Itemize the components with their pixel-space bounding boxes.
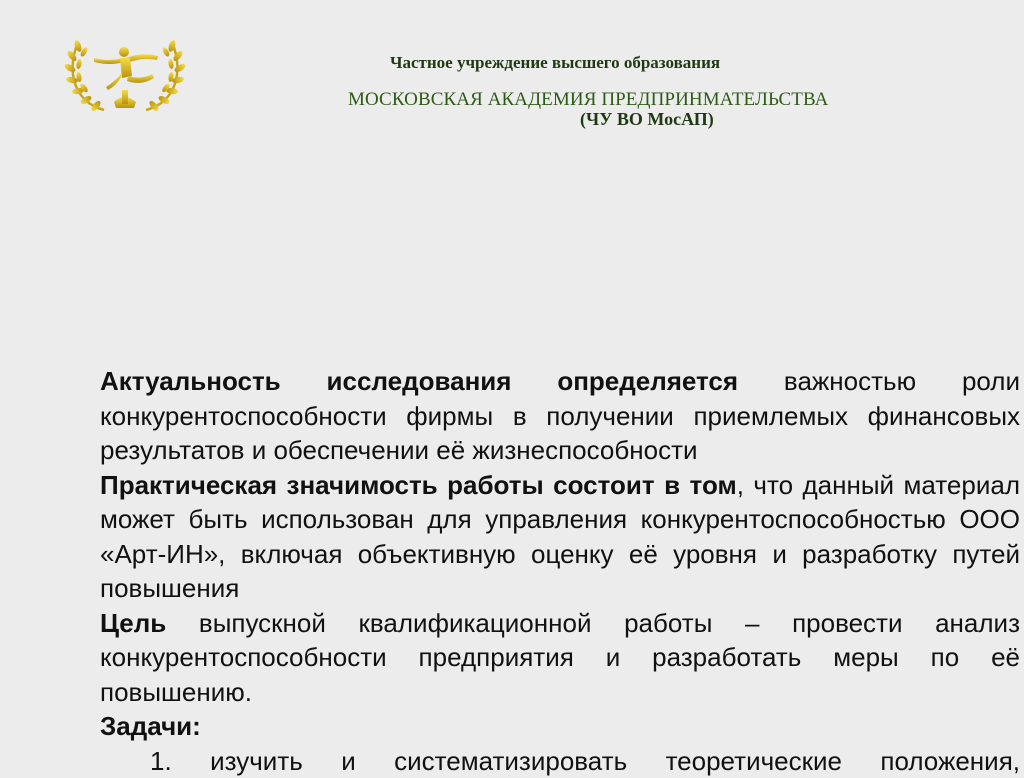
relevance-text: важностью роли конкурентоспособности фирмы в получении приемлемых финансовых результатов и обеспечении её жизнеспособности	[100, 366, 1020, 465]
tasks-heading: Задачи:	[100, 709, 1020, 744]
relevance-paragraph	[100, 364, 1020, 468]
task-word: 1.	[150, 744, 172, 778]
task-word: теоретические	[666, 744, 842, 778]
task-word: систематизировать	[394, 744, 627, 778]
institution-abbreviation: (ЧУ ВО МосАП)	[580, 109, 714, 130]
practical-paragraph	[100, 468, 1020, 606]
laurel-wreath-figure-icon	[64, 32, 186, 116]
relevance-lead: Актуальность исследования определяется	[100, 366, 738, 396]
task-word: изучить	[210, 744, 303, 778]
task-word: и	[341, 744, 356, 778]
goal-paragraph	[100, 606, 1020, 710]
academy-logo	[64, 32, 186, 116]
practical-lead: Практическая значимость работы состоит в том	[100, 470, 737, 500]
task-item-1	[100, 744, 1020, 778]
institution-name: МОСКОВСКАЯ АКАДЕМИЯ ПРЕДПРИНМАТЕЛЬСТВА	[348, 89, 828, 111]
institution-type: Частное учреждение высшего образования	[390, 53, 720, 73]
slide-body	[100, 364, 1020, 778]
task-word: положения,	[880, 744, 1020, 778]
goal-text: выпускной квалификационной работы – провести анализ конкурентоспособности предприятия и разработать меры по её повышению.	[100, 608, 1020, 707]
goal-lead: Цель	[100, 608, 166, 638]
practical-text: , что данный материал может быть использован для управления конкурентоспособностью ООО «Арт-ИН», включая объективную оценку её уровня и разработку путей повышения	[100, 470, 1020, 604]
